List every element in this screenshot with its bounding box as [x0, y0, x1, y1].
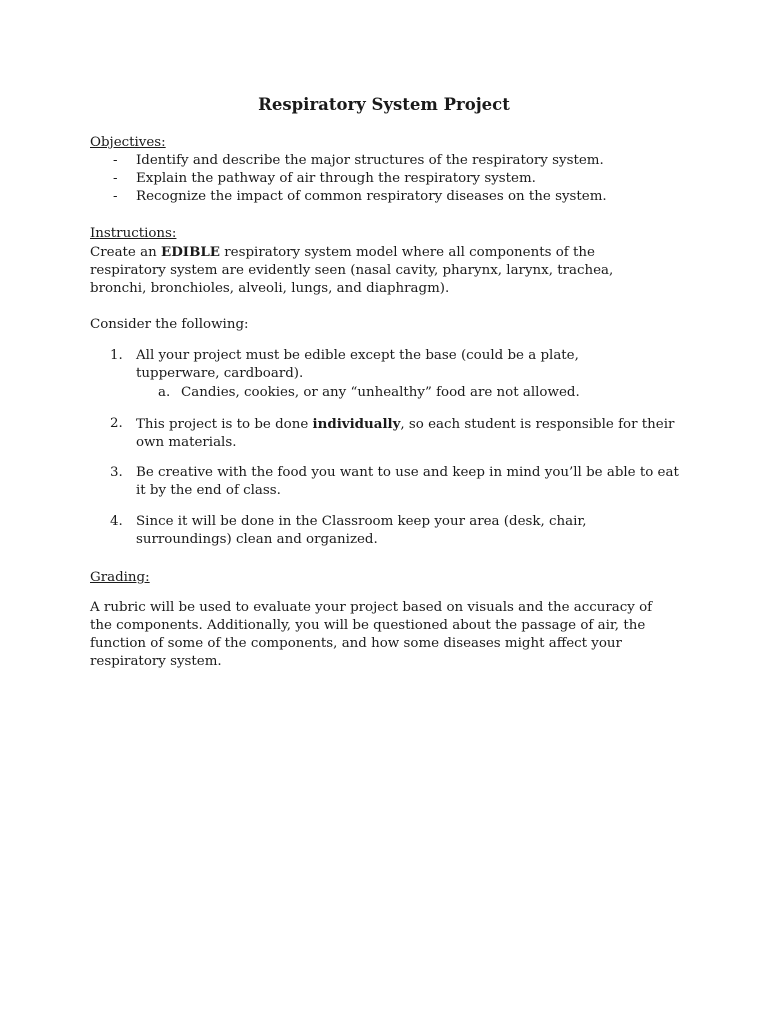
instructions-text-end: respiratory system model where all components of the respiratory system are evidently seen (nasal cavity, pharynx, larynx, trachea, bronchi, bronchioles, alveoli, lungs, and diaphragm). [90, 245, 614, 296]
objective-item: Recognize the impact of common respiratory diseases on the system. [136, 189, 607, 204]
instructions-text-start: Create an [90, 245, 161, 260]
list-number: 3. [110, 465, 123, 480]
list-number: 4. [110, 514, 123, 529]
list-item: Be creative with the food you want to use and keep in mind you’ll be able to eat it by the end of class. [136, 465, 679, 498]
grading-paragraph: A rubric will be used to evaluate your project based on visuals and the accuracy of the components. Additionally, you will be questioned about the passage of air, the function of some of the components, and how some diseases might affect your respiratory system. [90, 600, 653, 669]
list-item [136, 415, 681, 452]
list-item-text-end: , so each student is responsible for their own materials. [136, 417, 675, 450]
objective-bullet: - [113, 153, 118, 168]
instructions-emphasis: EDIBLE [160, 244, 221, 260]
grading-heading: Grading: [90, 570, 150, 585]
objectives-heading: Objectives: [90, 135, 166, 150]
objective-item: Identify and describe the major structures of the respiratory system. [136, 153, 604, 168]
consider-heading: Consider the following: [90, 317, 249, 332]
list-number: 2. [110, 416, 123, 431]
document-title: Respiratory System Project [258, 95, 510, 114]
objective-bullet: - [113, 171, 118, 186]
instructions-heading: Instructions: [90, 226, 177, 241]
list-number: 1. [110, 348, 123, 363]
objective-item: Explain the pathway of air through the respiratory system. [136, 171, 536, 186]
sub-list-letter: a. [158, 385, 171, 400]
objective-bullet: - [113, 189, 118, 204]
sub-list-item: Candies, cookies, or any “unhealthy” food are not allowed. [181, 385, 580, 400]
list-item-emphasis: individually [312, 416, 401, 432]
instructions-paragraph [90, 243, 650, 298]
list-item-text-start: This project is to be done [136, 417, 313, 432]
list-item: Since it will be done in the Classroom keep your area (desk, chair, surroundings) clean and organized. [136, 514, 587, 547]
list-item: All your project must be edible except the base (could be a plate, tupperware, cardboard). [136, 348, 579, 381]
